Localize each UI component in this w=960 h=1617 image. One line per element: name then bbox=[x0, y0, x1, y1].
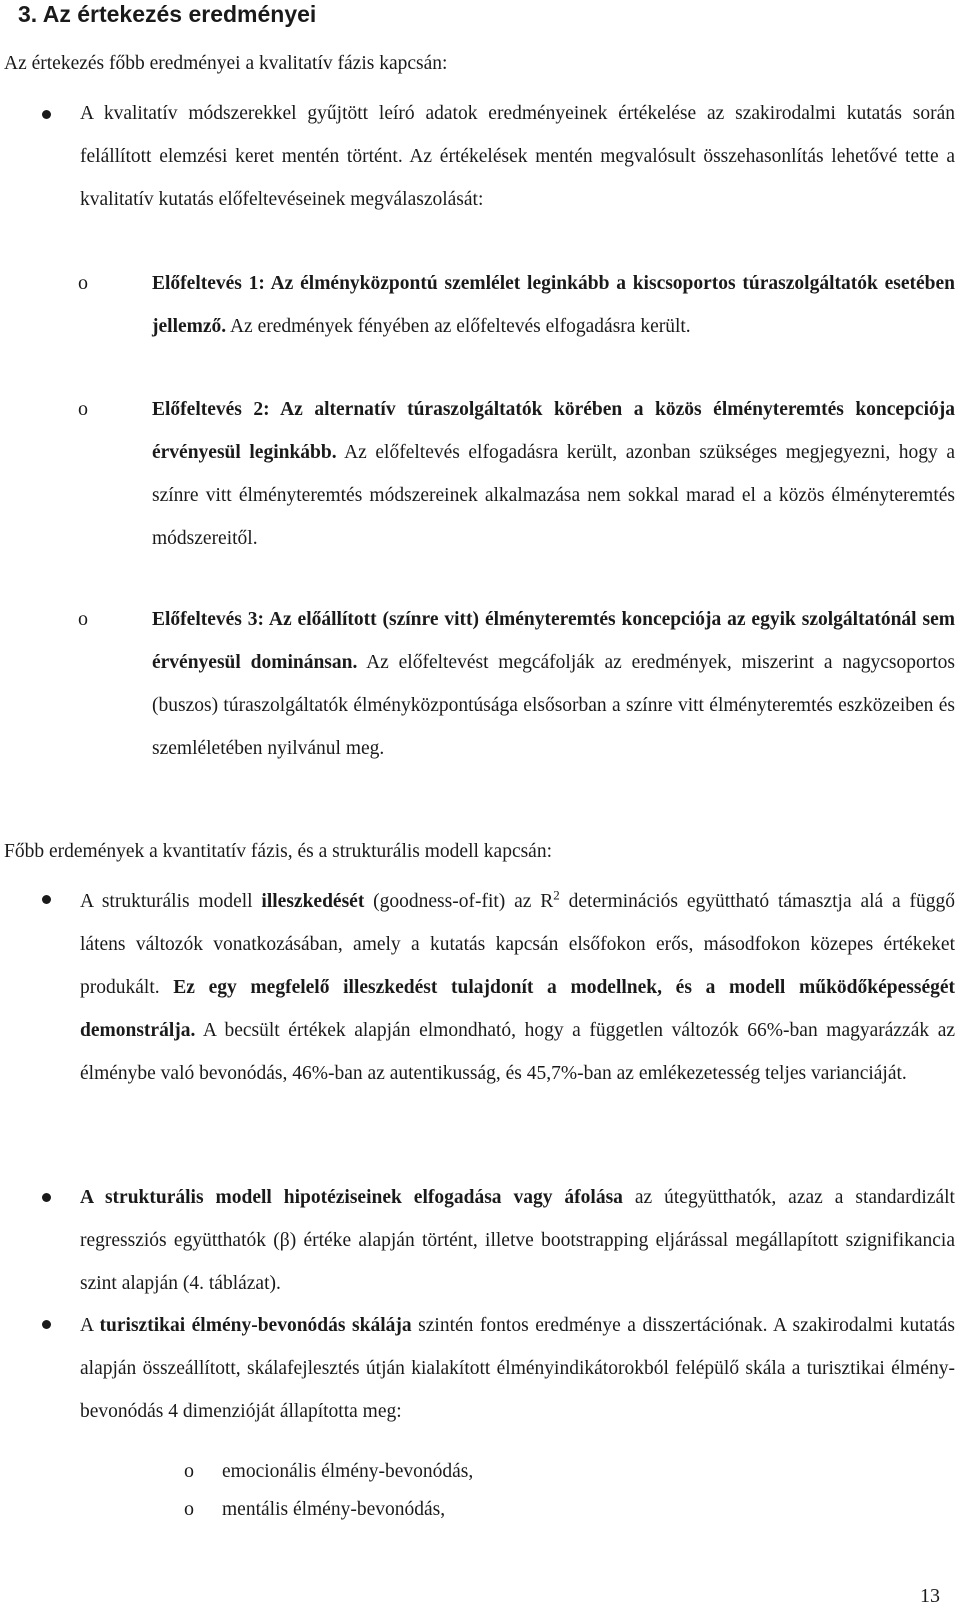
scale-name: turisztikai élmény-bevonódás skálája bbox=[99, 1315, 412, 1336]
bullet-dot bbox=[42, 1320, 51, 1329]
hypothesis-3-result: Az előfeltevést megcáfolják az eredmények, miszerint a nagycsoportos (buszos) túraszolgáltatók élményközpontúsága elsősorban a színre vitt élményteremtés eszközeiben és szemléletében nyilvánul meg. bbox=[152, 652, 955, 759]
section-heading: 3. Az értekezés eredményei bbox=[18, 1, 317, 27]
bullet-dot bbox=[42, 110, 51, 119]
bullet-involvement-scale: A turisztikai élmény-bevonódás skálája szintén fontos eredménye a disszertációnak. A szakirodalmi kutatás alapján összeállított, skálafejlesztés útján kialakított élményindikátorokból felépülő skála a turisztikai élmény-bevonódás 4 dimenzióját állapította meg: bbox=[80, 1315, 955, 1422]
page-number: 13 bbox=[920, 1585, 940, 1607]
hypothesis-1 bbox=[152, 262, 955, 348]
bullet-hypotheses-testing: A strukturális modell hipotéziseinek elfogadása vagy áfolása az útegyütthatók, azaz a standardizált regressziós együtthatók (β) értéke alapján történt, illetve bootstrapping eljárással megállapított szignifikancia szint alapján (4. táblázat). bbox=[80, 1187, 955, 1294]
hypothesis-1-result: Az eredmények fényében az előfeltevés elfogadásra került. bbox=[226, 316, 691, 337]
bullet-dot bbox=[42, 1193, 51, 1202]
sub-bullet-marker: o bbox=[78, 272, 88, 294]
quantitative-intro: Főbb erdemények a kvantitatív fázis, és a strukturális modell kapcsán: bbox=[4, 841, 553, 862]
goodness-of-fit-term: illeszkedését bbox=[261, 891, 365, 912]
qualitative-intro: Az értekezés főbb eredményei a kvalitatív fázis kapcsán: bbox=[4, 53, 448, 74]
bullet-dot bbox=[42, 895, 51, 904]
sub-bullet-marker: o bbox=[78, 398, 88, 420]
hypothesis-2-statement: Előfeltevés 2: Az alternatív túraszolgáltatók körében a közös élményteremtés koncepciója érvényesül leginkább. bbox=[152, 399, 955, 463]
bullet-model-fit: A strukturális modell illeszkedését (goodness-of-fit) az $R^2$ determinációs együttható támasztja alá a függő látens változók vonatkozásában, amely a kutatás kapcsán elsőfokon erős, másodfokon közepes értékeket produkált. Ez egy megfelelő illeszkedést tulajdonít a modellnek, és a modell működőképességét demonstrálja. A becsült értékek alapján elmondható, hogy a független változók 66%-ban magyarázzák az élménybe való bevonódás, 46%-ban az autentikusság, és 45,7%-ban az emlékezetesség teljes varianciáját. bbox=[80, 887, 955, 1084]
sub-bullet-marker: o bbox=[78, 608, 88, 630]
dimension-emotional: emocionális élmény-bevonódás, bbox=[222, 1461, 474, 1482]
hypothesis-2-result: Az előfeltevés elfogadásra került, azonban szükséges megjegyezni, hogy a színre vitt élményteremtés módszereinek alkalmazása nem sokkal marad el a közös élményteremtés módszereitől. bbox=[152, 442, 956, 549]
sub-bullet-marker: o bbox=[184, 1460, 194, 1482]
bullet-qualitative-evaluation: A kvalitatív módszerekkel gyűjtött leíró adatok eredményeinek értékelése az szakirodalmi kutatás során felállított elemzési keret mentén történt. Az értékelések mentén megvalósult összehasonlítás lehetővé tette a kvalitatív kutatás előfeltevéseinek megválaszolását: bbox=[80, 103, 955, 210]
hypothesis-3 bbox=[152, 598, 955, 770]
sub-bullet-marker: o bbox=[184, 1498, 194, 1520]
hypothesis-2 bbox=[152, 388, 955, 560]
model-fit-conclusion: Ez egy megfelelő illeszkedést tulajdonít a modellnek, és a modell működőképességét demonstrálja. bbox=[80, 977, 955, 1041]
dimension-mental: mentális élmény-bevonódás, bbox=[222, 1499, 446, 1520]
hypothesis-1-statement: Előfeltevés 1: Az élményközpontú szemlélet leginkább a kiscsoportos túraszolgáltatók esetében jellemző. bbox=[152, 273, 955, 337]
hypothesis-3-statement: Előfeltevés 3: Az előállított (színre vitt) élményteremtés koncepciója az egyik szolgáltatónál sem érvényesül dominánsan. bbox=[152, 609, 955, 673]
hypotheses-testing-title: A strukturális modell hipotéziseinek elfogadása vagy áfolása bbox=[80, 1187, 623, 1208]
